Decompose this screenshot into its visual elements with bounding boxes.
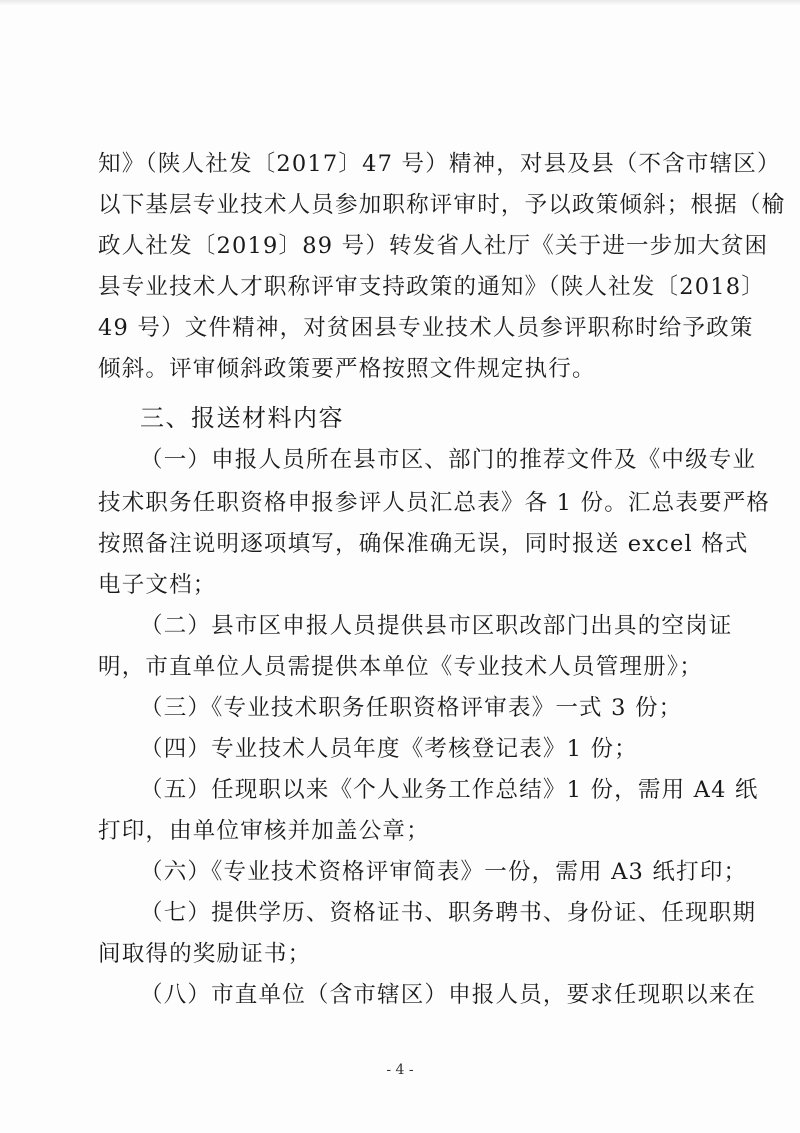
para-1-line-2: 技术职务任职资格申报参评人员汇总表》各 1 份。汇总表要严格 (98, 490, 771, 516)
text-line-1: 知》（陕人社发〔2017〕47 号）精神，对县及县（不含市辖区） (98, 151, 781, 177)
para-5-line-2: 打印，由单位审核并加盖公章； (98, 818, 430, 844)
para-7-line-2: 间取得的奖励证书； (98, 941, 312, 967)
para-8-line-1: （八）市直单位（含市辖区）申报人员，要求任现职以来在 (140, 982, 757, 1008)
para-2-line-1: （二）县市区申报人员提供县市区职改部门出具的空岗证 (140, 613, 733, 639)
section-heading: 三、报送材料内容 (140, 404, 344, 432)
text-line-3: 政人社发〔2019〕89 号）转发省人社厅《关于进一步加大贫困 (98, 233, 769, 259)
para-3-line-1: （三）《专业技术职务任职资格评审表》一式 3 份； (140, 695, 683, 721)
text-line-6: 倾斜。评审倾斜政策要严格按照文件规定执行。 (98, 356, 596, 382)
para-2-line-2: 明，市直单位人员需提供本单位《专业技术人员管理册》； (98, 654, 703, 680)
para-1-line-3: 按照备注说明逐项填写，确保准确无误，同时报送 excel 格式 (98, 531, 749, 557)
text-line-4: 县专业技术人才职称评审支持政策的通知》（陕人社发〔2018〕 (98, 274, 766, 300)
text-line-5: 49 号）文件精神，对贫困县专业技术人员参评职称时给予政策 (98, 315, 754, 341)
para-1-line-4: 电子文档； (98, 572, 217, 598)
para-4-line-1: （四）专业技术人员年度《考核登记表》1 份； (140, 736, 638, 762)
para-7-line-1: （七）提供学历、资格证书、职务聘书、身份证、任现职期 (140, 900, 757, 926)
para-5-line-1: （五）任现职以来《个人业务工作总结》1 份，需用 A4 纸 (140, 777, 759, 803)
para-1-line-1: （一）申报人员所在县市区、部门的推荐文件及《中级专业 (140, 447, 757, 473)
para-6-line-1: （六）《专业技术资格评审简表》一份，需用 A3 纸打印； (140, 859, 748, 885)
page-number: - 4 - (386, 1062, 414, 1078)
text-line-2: 以下基层专业技术人员参加职称评审时，予以政策倾斜；根据（榆 (98, 192, 786, 218)
scan-top-edge (0, 0, 800, 6)
